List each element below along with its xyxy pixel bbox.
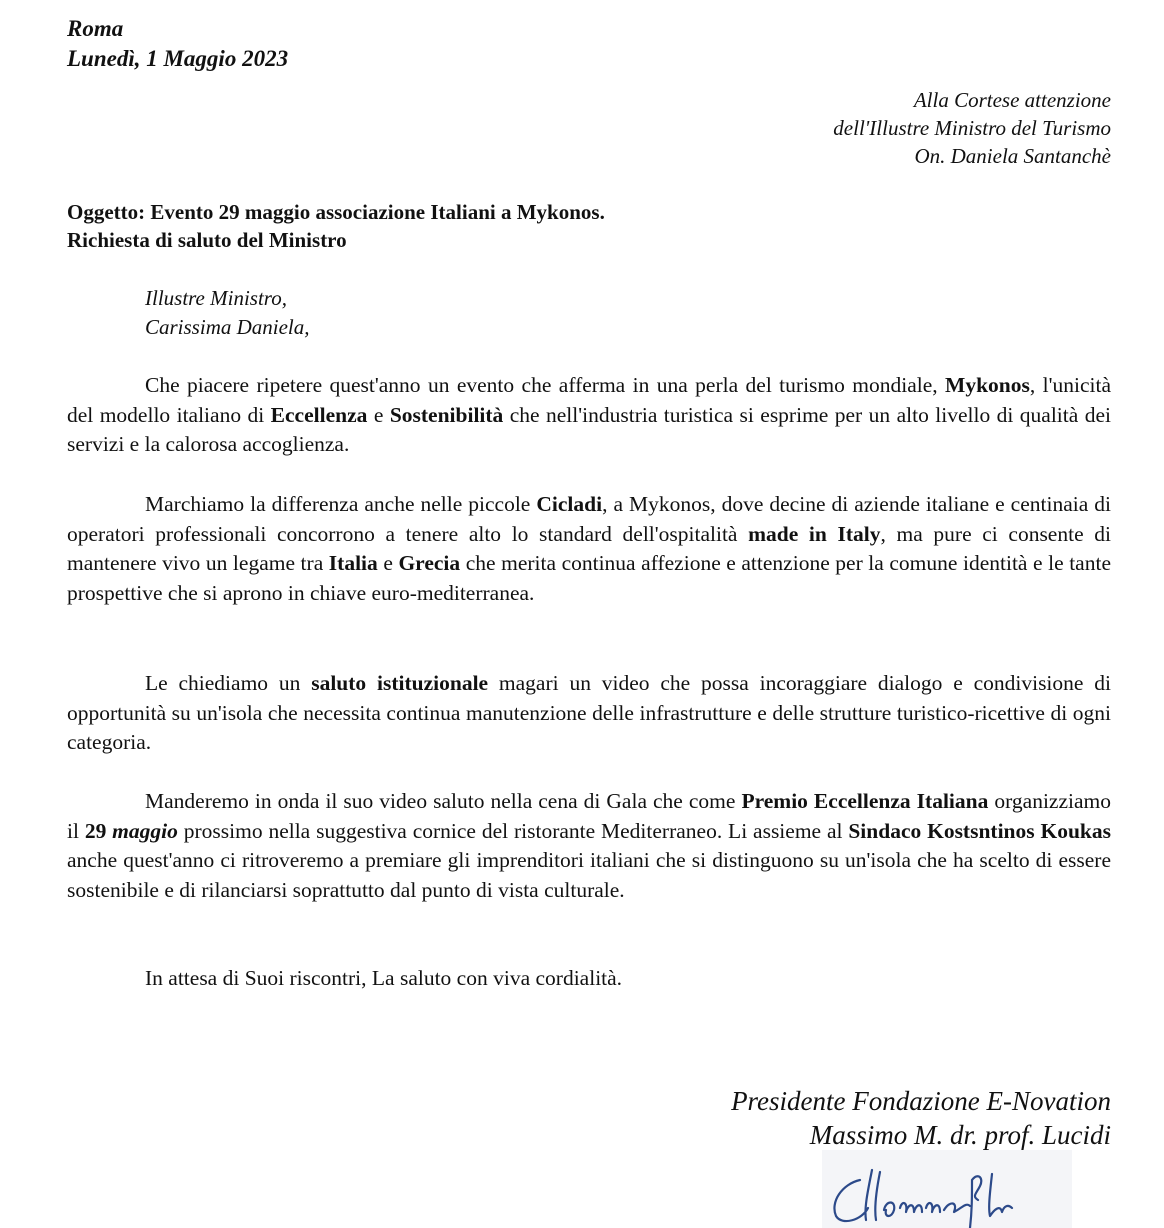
- paragraph-3: [67, 669, 1111, 758]
- text-run: organizziamo il: [67, 789, 1111, 843]
- recipient-line-1: Alla Cortese attenzione: [913, 88, 1111, 112]
- bold-run: Premio Eccellenza Italiana: [741, 789, 989, 813]
- bold-run: Eccellenza: [270, 402, 368, 427]
- signature-title: Presidente Fondazione E-Novation: [731, 1086, 1111, 1116]
- text-run: e: [367, 402, 390, 427]
- text-run: prossimo nella suggestiva cornice del ristorante Mediterraneo. Li assieme al: [177, 818, 849, 843]
- text-run: , l'unicità del modello italiano di: [67, 373, 1111, 427]
- subject-line-1: Oggetto: Evento 29 maggio associazione Italiani a Mykonos.: [67, 200, 605, 224]
- text-run: Le chiediamo un: [145, 671, 312, 695]
- bold-run: made in Italy: [748, 521, 881, 546]
- text-run: In attesa di Suoi riscontri, La saluto con viva cordialità.: [145, 966, 623, 990]
- letter-header: [67, 14, 288, 74]
- text-run: e: [377, 551, 399, 575]
- text-run: magari un video che possa incoraggiare dialogo e condivisione di opportunità su un'isola che necessita continua manutenzione delle infrastrutture e delle strutture turistico-ricettive di ogni categoria.: [67, 671, 1111, 754]
- paragraph-5: [67, 964, 1111, 994]
- paragraph-2: [67, 490, 1111, 608]
- text-run: , a Mykonos, dove decine di aziende italiane e centinaia di operatori professionali concorrono a tenere alto lo standard dell'ospitalità: [67, 492, 1111, 546]
- subject-line-2: Richiesta di saluto del Ministro: [67, 228, 347, 252]
- paragraph-4: [67, 787, 1111, 905]
- text-run: Che piacere ripetere quest'anno un evento che afferma in una perla del turismo mondiale,: [145, 373, 946, 397]
- handwritten-signature: [822, 1150, 1072, 1228]
- salutation-line-2: Carissima Daniela,: [145, 315, 310, 339]
- recipient-line-3: On. Daniela Santanchè: [914, 144, 1111, 168]
- bold-run: Sindaco Kostsntinos Koukas: [848, 818, 1111, 843]
- date: Lunedì, 1 Maggio 2023: [67, 46, 289, 71]
- text-run: Marchiamo la differenza anche nelle piccole: [145, 492, 537, 516]
- bold-run: saluto istituzionale: [311, 671, 489, 695]
- text-run: che merita continua affezione e attenzione per la comune identità e le tante prospettive che si aprono in chiave euro-mediterranea.: [67, 551, 1111, 605]
- signature-block: [731, 1084, 1111, 1152]
- bold-italic-run: maggio: [106, 818, 178, 843]
- signature-scribble: [822, 1150, 1072, 1228]
- bold-run: Sostenibilità: [389, 402, 504, 427]
- salutation: [145, 284, 310, 342]
- text-run: che nell'industria turistica si esprime per un alto livello di qualità dei servizi e la calorosa accoglienza.: [67, 402, 1111, 456]
- bold-run: Italia: [328, 551, 378, 575]
- recipient-block: [833, 86, 1111, 170]
- recipient-line-2: dell'Illustre Ministro del Turismo: [833, 116, 1111, 140]
- city: Roma: [67, 16, 124, 41]
- bold-run: Grecia: [398, 551, 461, 575]
- signature-name: Massimo M. dr. prof. Lucidi: [809, 1120, 1111, 1150]
- text-run: anche quest'anno ci ritroveremo a premiare gli imprenditori italiani che si distinguono su un'isola che ha scelto di essere sostenibile e di rilanciarsi soprattutto dal punto di vista culturale.: [67, 848, 1111, 902]
- bold-run: 29: [84, 818, 107, 843]
- text-run: Manderemo in onda il suo video saluto nella cena di Gala che come: [145, 789, 742, 813]
- subject-block: [67, 198, 605, 254]
- text-run: , ma pure ci consente di mantenere vivo un legame tra: [67, 521, 1111, 575]
- paragraph-1: [67, 371, 1111, 460]
- salutation-line-1: Illustre Ministro,: [145, 286, 287, 310]
- bold-run: Mykonos: [945, 373, 1030, 397]
- bold-run: Cicladi: [536, 492, 603, 516]
